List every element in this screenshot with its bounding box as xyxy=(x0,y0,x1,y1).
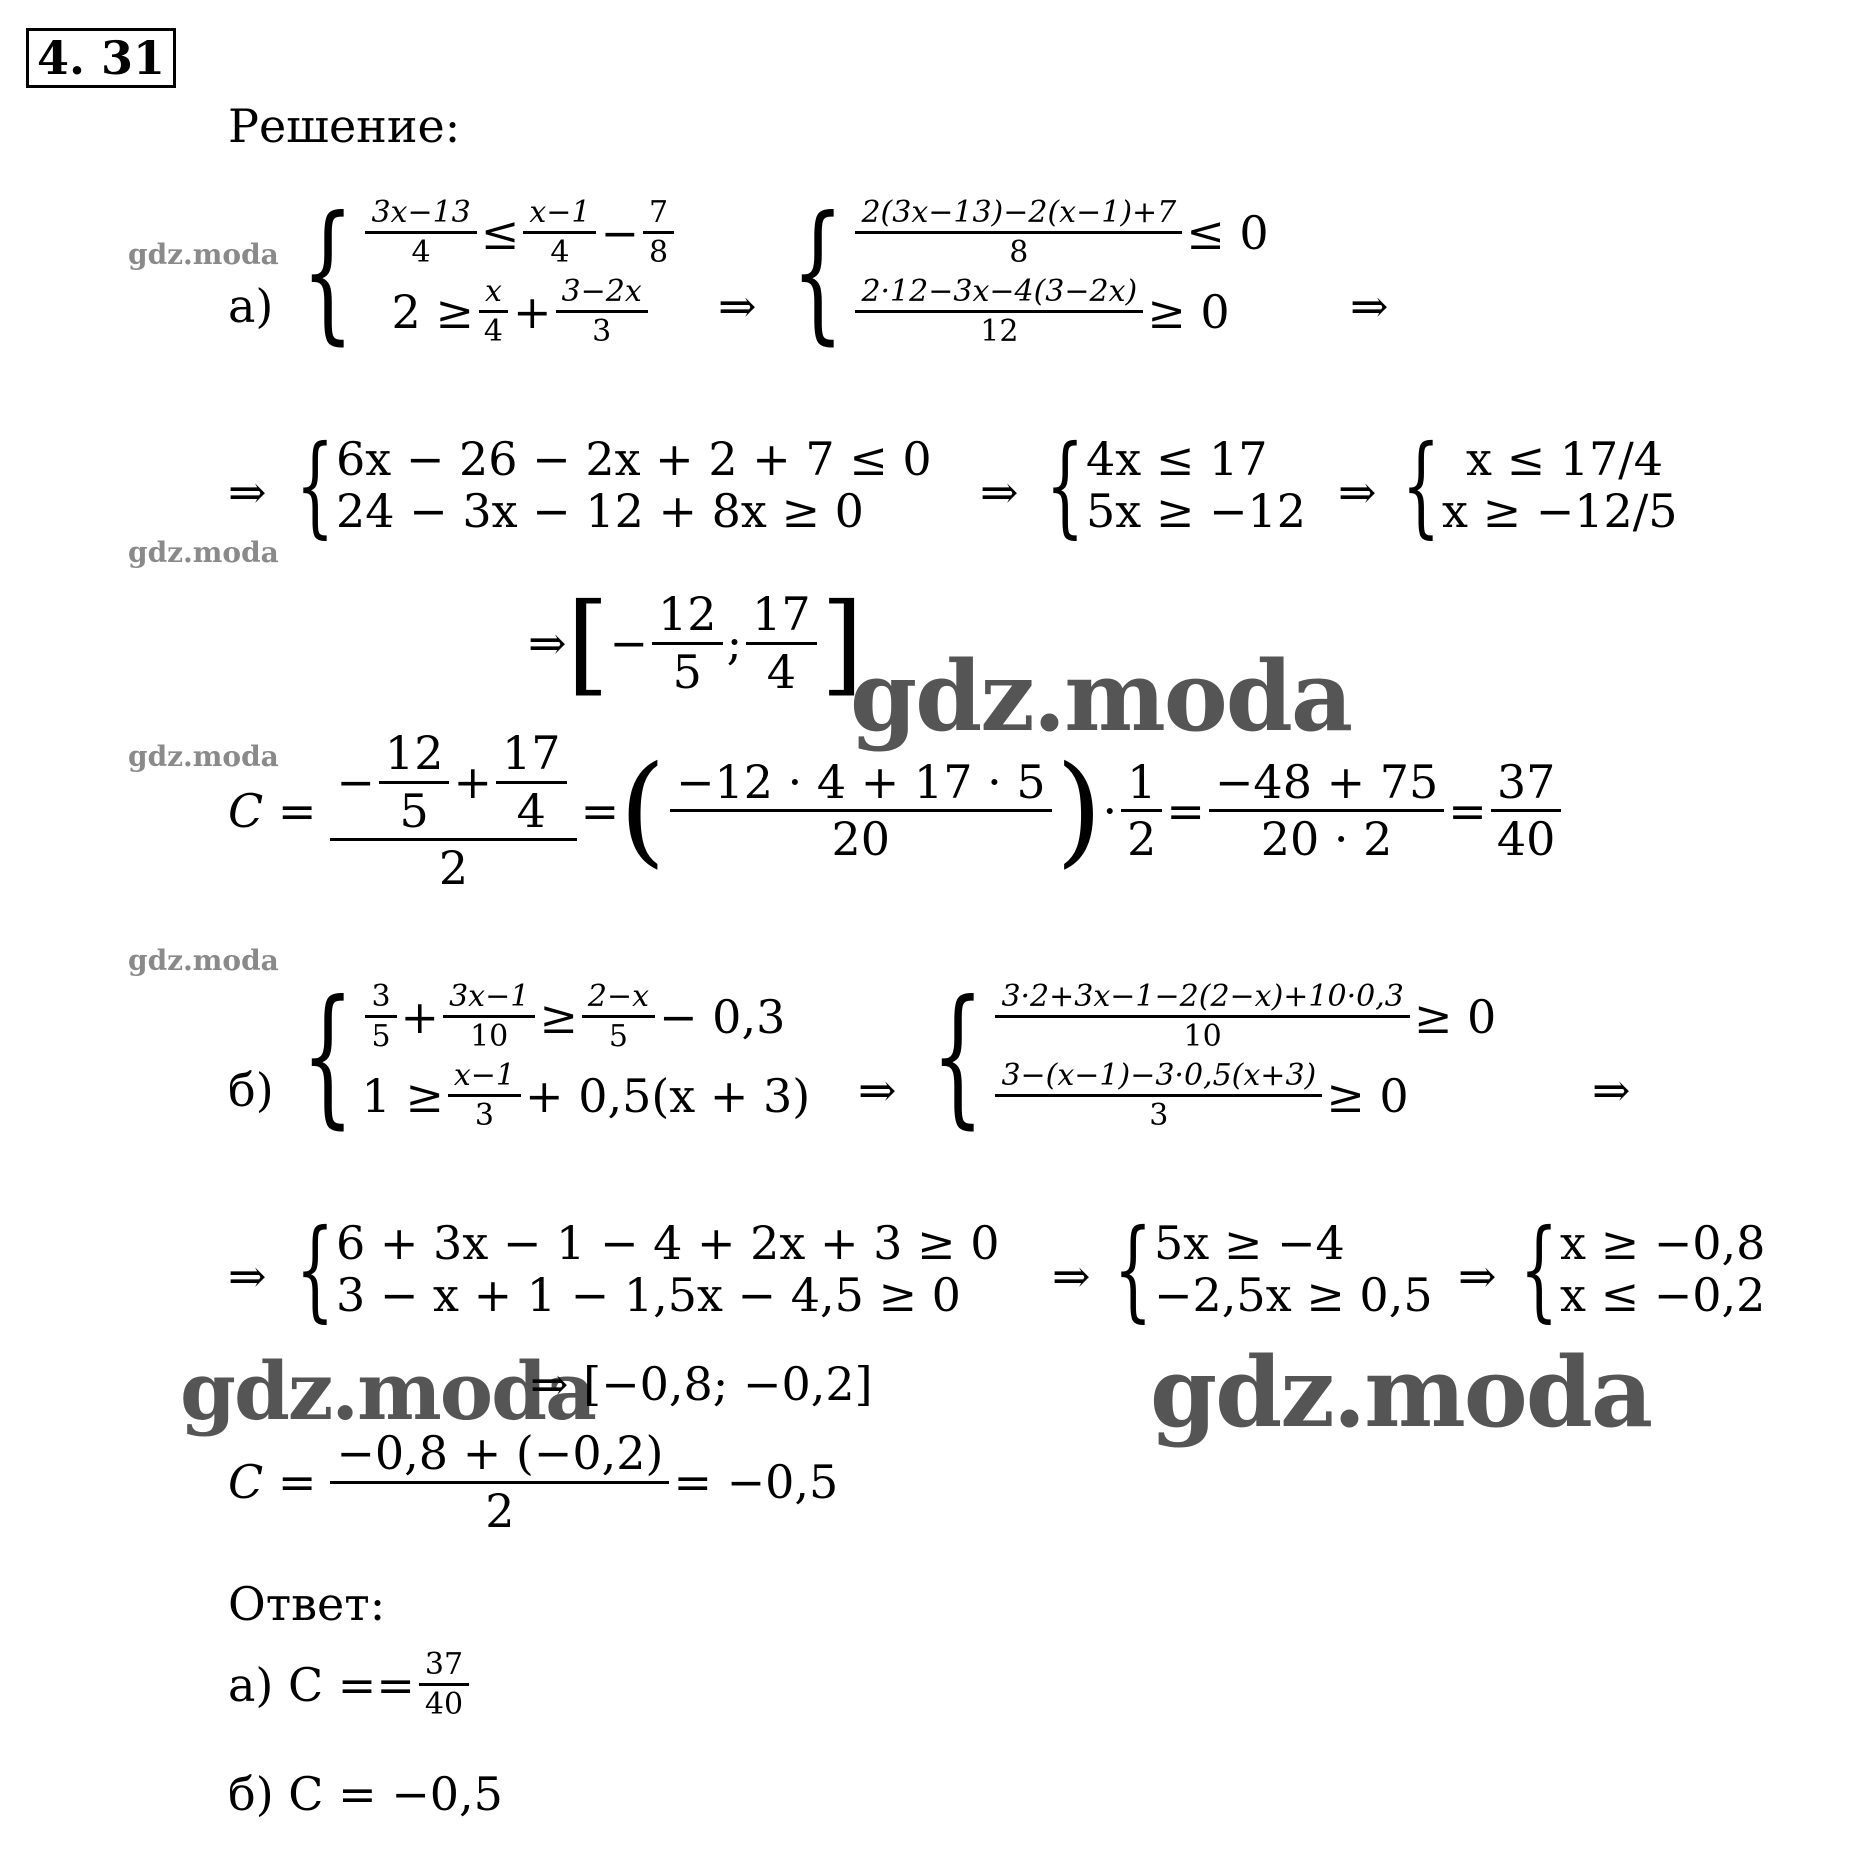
part-a-system-4: { 4x ≤ 17 5x ≥ −12 xyxy=(1045,421,1307,549)
part-b-system-4: { 5x ≥ −4 −2,5x ≥ 0,5 xyxy=(1113,1205,1433,1333)
implies-arrow: ⇒ xyxy=(718,279,757,333)
watermark-small: gdz.moda xyxy=(128,740,279,773)
part-b-system-2: { $\frac{3\cdot 2+3x-1-2(2-x)+10\cdot 0,3}{10}$ ≥ 0 $\frac{3-(x-1)-3\cdot 0,5(x+3)}{3}$ ≥ 0 xyxy=(931,969,1497,1143)
answer-heading: Ответ: xyxy=(228,1577,386,1631)
part-a-system-1: { $\frac{3x-13}{4}$ ≤ $\frac{x-1}{4}$ − $\frac{7}{8}$ 2 ≥ $\frac{x}{4}$ + $\frac{3-2x}{3}$ xyxy=(290,196,678,348)
part-a-interval: ⇒ [ − $\frac{12}{5}$ ; $\frac{17}{4}$ ] xyxy=(528,579,864,707)
implies-arrow: ⇒ xyxy=(1338,465,1377,519)
implies-arrow: ⇒ xyxy=(858,1063,897,1117)
part-b-interval: ⇒ [−0,8; −0,2] xyxy=(530,1357,873,1411)
problem-number: 4. 31 xyxy=(26,28,176,88)
watermark-large: gdz.moda xyxy=(850,640,1352,753)
part-b-label: б) xyxy=(228,1063,274,1117)
watermark-small: gdz.moda xyxy=(128,238,279,271)
implies-arrow: ⇒ xyxy=(228,1249,267,1303)
watermark-small: gdz.moda xyxy=(128,944,279,977)
watermark-large: gdz.moda xyxy=(180,1344,595,1438)
implies-arrow: ⇒ xyxy=(980,465,1019,519)
part-a-label: а) xyxy=(228,279,274,333)
implies-arrow: ⇒ xyxy=(228,465,267,519)
answer-a: а) C == $\frac{37}{40}$ xyxy=(228,1648,473,1721)
implies-arrow: ⇒ xyxy=(1052,1249,1091,1303)
watermark-small: gdz.moda xyxy=(128,536,279,569)
part-b-system-3: { 6 + 3x − 1 − 4 + 2x + 3 ≥ 0 3 − x + 1 − 1,5x − 4,5 ≥ 0 xyxy=(295,1205,1000,1333)
part-b-c-calc: C = $\frac{-0,8 + (-0,2)}{2}$ = −0,5 xyxy=(228,1426,839,1538)
implies-arrow: ⇒ xyxy=(1592,1063,1631,1117)
part-b-system-5: { x ≥ −0,8 x ≤ −0,2 xyxy=(1519,1205,1766,1333)
solution-heading: Решение: xyxy=(228,99,461,153)
part-a-system-3: { 6x − 26 − 2x + 2 + 7 ≤ 0 24 − 3x − 12 + 8x ≥ 0 xyxy=(295,421,932,549)
part-b-system-1: { $\frac{3}{5}$ + $\frac{3x-1}{10}$ ≥ $\frac{2-x}{5}$ − 0,3 1 ≥ $\frac{x-1}{3}$ + 0,5(x + 3) xyxy=(301,969,811,1143)
part-a-system-2: { $\frac{2(3x-13)-2(x-1)+7}{8}$ ≤ 0 $\frac{2\cdot 12-3x-4(3-2x)}{12}$ ≥ 0 xyxy=(791,185,1269,359)
implies-arrow: ⇒ xyxy=(1350,279,1389,333)
part-a-system-5: { x ≤ 17/4 x ≥ −12/5 xyxy=(1401,421,1678,549)
answer-b: б) C = −0,5 xyxy=(228,1767,503,1821)
implies-arrow: ⇒ xyxy=(1458,1249,1497,1303)
part-a-c-calc: C = − $\frac{12}{5}$ + $\frac{17}{4}$ 2 = ( $\frac{-12 \cdot 4 + 17 \cdot 5}{20}$ ) · $\frac{1}{2}$ = $\frac{-48 + 75}{20 \cdot 2}$ = $\frac{37}{40}$ xyxy=(228,728,1565,894)
watermark-large: gdz.moda xyxy=(1150,1336,1652,1449)
